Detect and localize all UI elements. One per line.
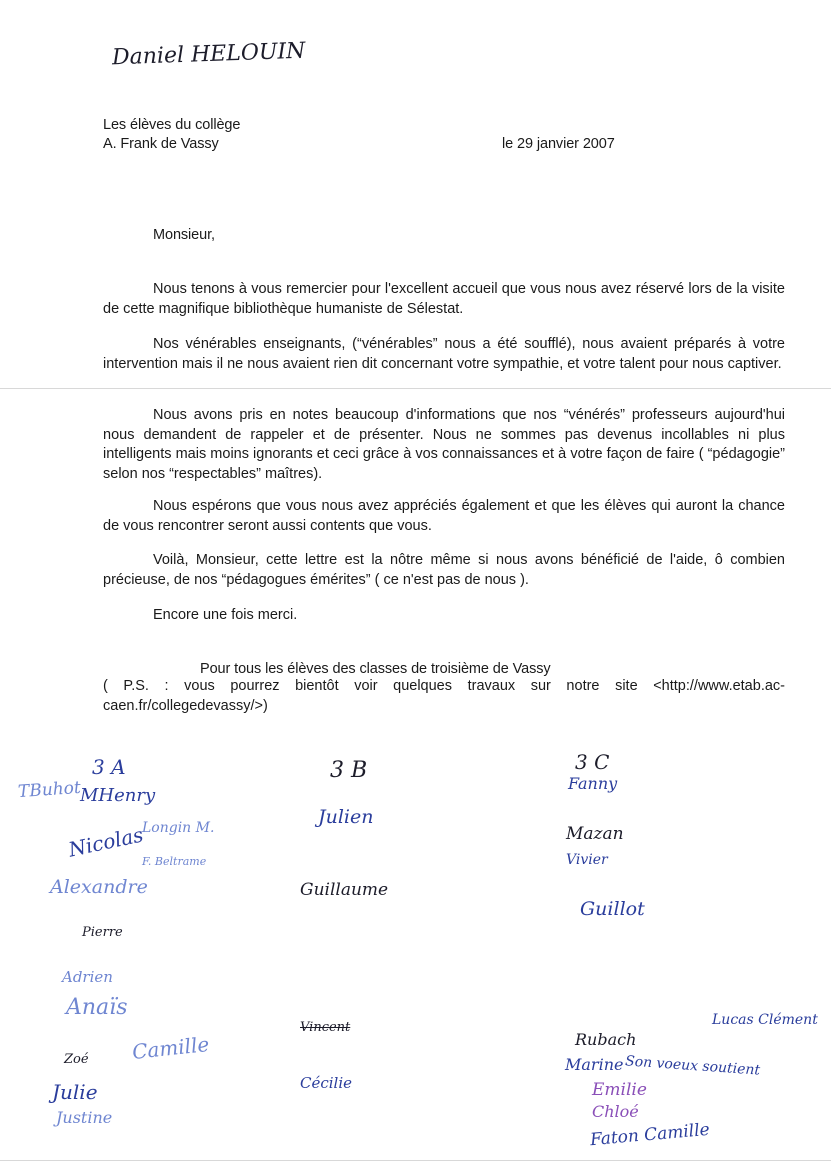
- signature: Julien: [318, 806, 374, 828]
- paragraph-6: Encore une fois merci.: [153, 607, 298, 623]
- closing-line: Pour tous les élèves des classes de troisième de Vassy: [200, 661, 551, 677]
- header-signature: Daniel HELOUIN: [111, 38, 306, 71]
- signature: Vincent: [300, 1020, 351, 1035]
- signature: Camille: [130, 1032, 211, 1064]
- signature: Pierre: [82, 925, 123, 940]
- signature: Marine: [565, 1055, 624, 1074]
- signature: Longin M.: [142, 820, 215, 836]
- signature: Nicolas: [66, 822, 146, 862]
- sender-line2: A. Frank de Vassy: [103, 136, 219, 152]
- signature: Son voeux soutient: [624, 1053, 761, 1079]
- class-3a-label: 3 A: [92, 755, 126, 779]
- signature: Guillot: [580, 898, 645, 920]
- signature: MHenry: [80, 785, 156, 806]
- paragraph-2: Nos vénérables enseignants, (“vénérables” nous a été soufflé), nous avaient préparés à votre intervention mais il ne nous avaient rien dit concernant votre sympathie, et votre talent pour nous captiver.: [103, 336, 785, 372]
- signature: Cécilie: [300, 1074, 353, 1092]
- signature: Zoé: [64, 1052, 89, 1067]
- signature: Emilie: [592, 1080, 647, 1100]
- letter-date: le 29 janvier 2007: [502, 136, 615, 152]
- signature: Vivier: [566, 852, 608, 868]
- signature: F. Beltrame: [142, 855, 207, 868]
- signature: Fanny: [568, 774, 618, 793]
- signature: Alexandre: [50, 876, 148, 898]
- postscript: ( P.S. : vous pourrez bientôt voir quelques travaux sur notre site <http://www.etab.ac-caen.fr/collegedevassy/>): [103, 678, 785, 714]
- signature: TBuhot: [17, 777, 82, 803]
- signature: Chloé: [592, 1102, 639, 1121]
- sender-block: [103, 116, 240, 154]
- signature: Guillaume: [300, 880, 389, 900]
- signature: Justine: [56, 1108, 113, 1127]
- signature: Lucas Clément: [712, 1012, 818, 1028]
- class-3c-label: 3 C: [575, 750, 610, 774]
- sender-line1: Les élèves du collège: [103, 117, 241, 133]
- page-bottom-edge: [0, 1160, 831, 1161]
- salutation: Monsieur,: [153, 227, 215, 243]
- paragraph-4: Nous espérons que vous nous avez appréciés également et que les élèves qui auront la chance de vous rencontrer seront aussi contents que vous.: [103, 498, 785, 534]
- signature: Rubach: [575, 1030, 637, 1049]
- signature: Faton Camille: [589, 1119, 711, 1151]
- signature: Julie: [52, 1080, 98, 1104]
- paragraph-3: Nous avons pris en notes beaucoup d'informations que nos “vénérés” professeurs aujourd'hui nous demandent de rappeler et de présenter. Nous ne sommes pas devenus incollables ni plus intelligents mais moins ignorants et ceci grâce à vos connaissances et à votre façon de faire ( “pédagogie” selon nos “respectables” maîtres).: [103, 407, 785, 482]
- signature: Mazan: [566, 824, 624, 844]
- paragraph-1: Nous tenons à vous remercier pour l'excellent accueil que vous nous avez réservé lors de la visite de cette magnifique bibliothèque humaniste de Sélestat.: [103, 281, 785, 317]
- signature: Adrien: [62, 968, 113, 986]
- class-3b-label: 3 B: [330, 758, 368, 783]
- signature: Anaïs: [66, 995, 128, 1020]
- paragraph-5: Voilà, Monsieur, cette lettre est la nôtre même si nous avons bénéficié de l'aide, ô combien précieuse, de nos “pédagogues émérites” ( ce n'est pas de nous ).: [103, 552, 785, 588]
- fold-line: [0, 388, 831, 389]
